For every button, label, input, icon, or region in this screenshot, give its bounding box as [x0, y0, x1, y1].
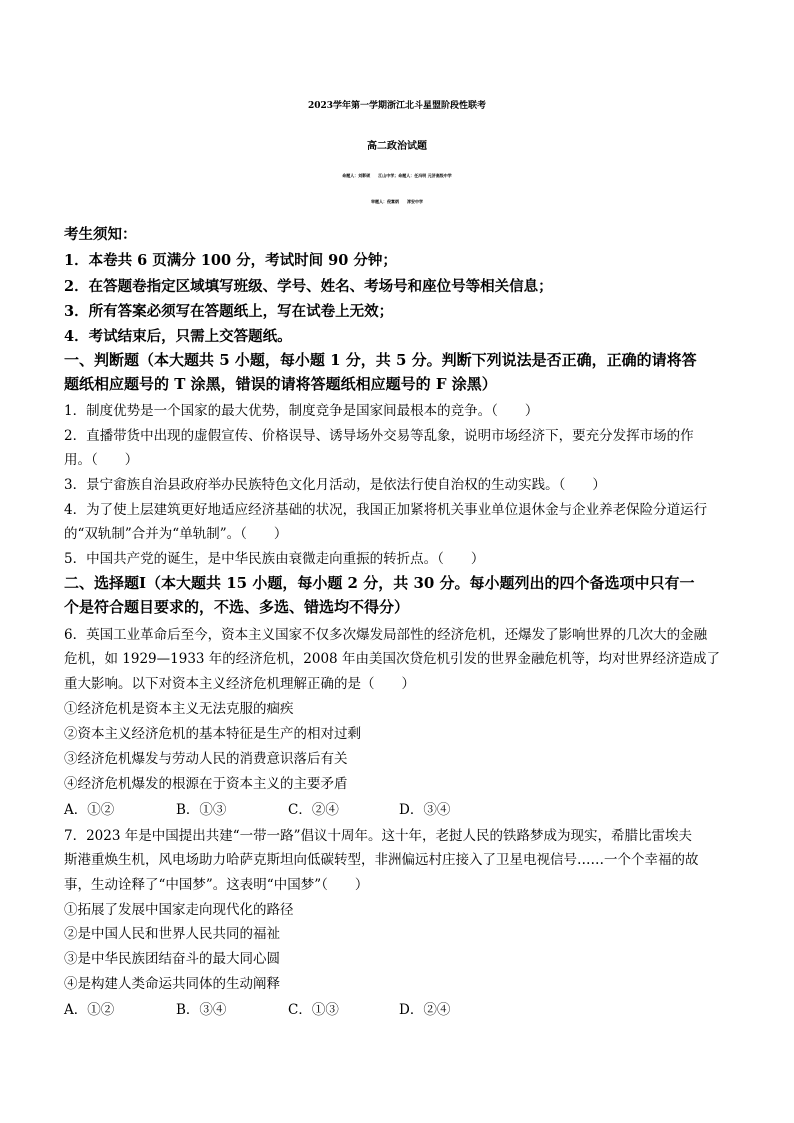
question-7-statement-3: ③是中华民族团结奋斗的最大同心圆 [64, 951, 280, 967]
question-7-line-3: 事，生动诠释了“中国梦”。这表明“中国梦”（ ） [64, 877, 369, 893]
question-7-option-b: B．③④ [176, 1002, 227, 1018]
question-6-statement-2: ②资本主义经济危机的基本特征是生产的相对过剩 [64, 726, 361, 742]
question-6-option-b: B．①③ [176, 802, 227, 818]
section2-heading-line-1: 二、选择题Ⅰ（本大题共 15 小题，每小题 2 分，共 30 分。每小题列出的四个备选项中只有一 [64, 574, 695, 592]
question-6-line-2: 危机，如 1929—1933 年的经济危机，2008 年由美国次贷危机引发的世界金融危机等，均对世界经济造成了 [64, 651, 720, 667]
notice-heading: 考生须知： [64, 226, 137, 243]
question-2-line-2: 用。（ ） [64, 452, 139, 468]
question-2-line-1: 2．直播带货中出现的虚假宣传、价格误导、诱导场外交易等乱象，说明市场经济下，要充分发挥市场的作 [64, 428, 694, 444]
authors-line-1: 命题人：刘影硕 江山中学；命题人：任冯明 元济高级中学 [342, 173, 452, 178]
question-4-line-1: 4．为了使上层建筑更好地适应经济基础的状况，我国正加紧将机关事业单位退休金与企业养老保险分道运行 [64, 502, 708, 518]
exam-title: 2023学年第一学期浙江北斗星盟阶段性联考 [307, 101, 487, 111]
notice-item-1: 1．本卷共 6 页满分 100 分，考试时间 90 分钟； [64, 252, 397, 269]
question-5: 5．中国共产党的诞生，是中华民族由衰微走向重振的转折点。（ ） [64, 551, 485, 567]
question-6-option-c: C．②④ [288, 802, 339, 818]
authors-line-2: 审题人：倪富炳 淳安中学 [371, 199, 423, 204]
question-7-line-1: 7．2023 年是中国提出共建“一带一路”倡议十周年。这十年，老挝人民的铁路梦成为现实，希腊比雷埃夫 [64, 828, 693, 844]
question-6-statement-3: ③经济危机爆发与劳动人民的消费意识落后有关 [64, 751, 348, 767]
question-6-statement-4: ④经济危机爆发的根源在于资本主义的主要矛盾 [64, 776, 348, 792]
section1-heading-line-2: 题纸相应题号的 T 涂黑，错误的请将答题纸相应题号的 F 涂黑） [64, 375, 497, 393]
question-7-option-c: C．①③ [288, 1002, 339, 1018]
question-4-line-2: 的“双轨制”合并为“单轨制”。（ ） [64, 526, 288, 542]
question-1: 1．制度优势是一个国家的最大优势，制度竞争是国家间最根本的竞争。（ ） [64, 403, 539, 419]
question-6-option-d: D．③④ [399, 802, 451, 818]
notice-item-4: 4．考试结束后，只需上交答题纸。 [64, 328, 292, 345]
notice-item-2: 2．在答题卷指定区域填写班级、学号、姓名、考场号和座位号等相关信息； [64, 278, 553, 295]
question-7-statement-1: ①拓展了发展中国家走向现代化的路径 [64, 902, 294, 918]
question-7-line-2: 斯港重焕生机，风电场助力哈萨克斯坦向低碳转型，非洲偏远村庄接入了卫星电视信号……一个个幸福的故 [64, 852, 699, 868]
exam-subtitle: 高二政治试题 [367, 141, 427, 152]
notice-item-3: 3．所有答案必须写在答题纸上，写在试卷上无效； [64, 303, 394, 320]
question-6-statement-1: ①经济危机是资本主义无法克服的痼疾 [64, 701, 294, 717]
question-3: 3．景宁畲族自治县政府举办民族特色文化月活动，是依法行使自治权的生动实践。（ ） [64, 477, 606, 493]
question-7-statement-4: ④是构建人类命运共同体的生动阐释 [64, 976, 280, 992]
question-6-line-1: 6．英国工业革命后至今，资本主义国家不仅多次爆发局部性的经济危机，还爆发了影响世界的几次大的金融 [64, 627, 708, 643]
question-7-option-d: D．②④ [399, 1002, 451, 1018]
question-7-option-a: A．①② [64, 1002, 115, 1018]
question-6-option-a: A．①② [64, 802, 115, 818]
section1-heading-line-1: 一、判断题（本大题共 5 小题，每小题 1 分，共 5 分。判断下列说法是否正确，正确的请将答 [64, 351, 697, 369]
question-6-line-3: 重大影响。以下对资本主义经济危机理解正确的是（ ） [64, 676, 415, 692]
question-7-statement-2: ②是中国人民和世界人民共同的福祉 [64, 926, 280, 942]
section2-heading-line-2: 个是符合题目要求的，不选、多选、错选均不得分） [64, 598, 410, 616]
